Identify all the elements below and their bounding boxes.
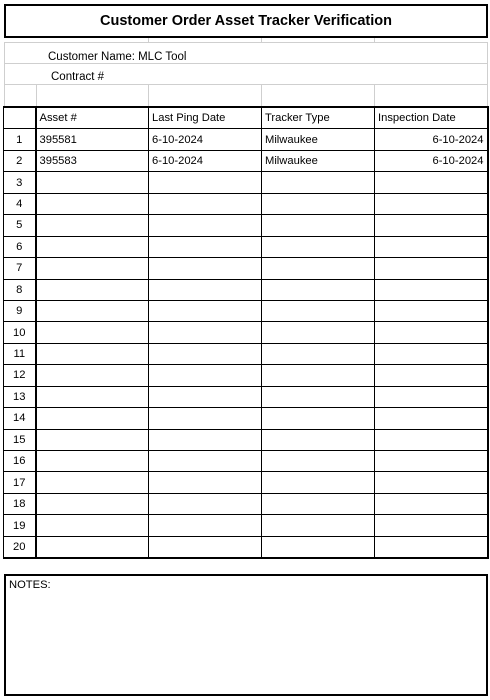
cell-last_ping[interactable] <box>149 343 262 364</box>
row-number: 2 <box>4 150 36 171</box>
table-row <box>4 172 488 193</box>
cell-tracker[interactable] <box>262 386 375 407</box>
cell-asset[interactable] <box>36 515 149 536</box>
table-row <box>4 365 488 386</box>
cell-tracker[interactable] <box>262 451 375 472</box>
cell-tracker[interactable] <box>262 236 375 257</box>
row-number: 14 <box>4 408 36 429</box>
gridline <box>261 38 262 43</box>
table-row <box>4 300 488 321</box>
table-row <box>4 193 488 214</box>
row-number: 7 <box>4 258 36 279</box>
row-number: 17 <box>4 472 36 493</box>
row-number: 3 <box>4 172 36 193</box>
customer-name: Customer Name: MLC Tool <box>48 51 187 63</box>
cell-last_ping[interactable] <box>149 258 262 279</box>
cell-inspection[interactable] <box>375 365 488 386</box>
cell-tracker[interactable] <box>262 365 375 386</box>
row-number: 10 <box>4 322 36 343</box>
cell-inspection[interactable] <box>375 279 488 300</box>
table-row <box>4 279 488 300</box>
cell-tracker[interactable] <box>262 472 375 493</box>
title-box <box>4 4 488 38</box>
cell-tracker[interactable] <box>262 429 375 450</box>
cell-asset[interactable]: 395581 <box>36 129 149 150</box>
cell-inspection[interactable] <box>375 258 488 279</box>
row-number: 5 <box>4 215 36 236</box>
cell-last_ping[interactable]: 6-10-2024 <box>149 129 262 150</box>
table-row <box>4 515 488 536</box>
cell-asset[interactable]: 395583 <box>36 150 149 171</box>
table-row <box>4 408 488 429</box>
row-number: 9 <box>4 300 36 321</box>
table-row <box>4 215 488 236</box>
gridline <box>4 84 488 85</box>
cell-inspection[interactable] <box>375 493 488 514</box>
cell-asset[interactable] <box>36 408 149 429</box>
cell-last_ping[interactable] <box>149 193 262 214</box>
table-row <box>4 236 488 257</box>
cell-tracker[interactable] <box>262 215 375 236</box>
table-row <box>4 258 488 279</box>
cell-asset[interactable] <box>36 279 149 300</box>
cell-asset[interactable] <box>36 322 149 343</box>
cell-asset[interactable] <box>36 472 149 493</box>
row-number: 8 <box>4 279 36 300</box>
cell-last_ping[interactable] <box>149 493 262 514</box>
gridline <box>374 84 375 106</box>
cell-tracker[interactable] <box>262 322 375 343</box>
cell-asset[interactable] <box>36 300 149 321</box>
table-row <box>4 150 488 171</box>
cell-asset[interactable] <box>36 365 149 386</box>
cell-tracker[interactable] <box>262 172 375 193</box>
cell-asset[interactable] <box>36 172 149 193</box>
cell-inspection[interactable]: 6-10-2024 <box>375 150 488 171</box>
cell-inspection[interactable] <box>375 236 488 257</box>
table-row <box>4 451 488 472</box>
cell-last_ping[interactable] <box>149 451 262 472</box>
row-number: 13 <box>4 386 36 407</box>
row-number: 6 <box>4 236 36 257</box>
gridline <box>148 38 149 43</box>
row-number: 12 <box>4 365 36 386</box>
cell-tracker[interactable] <box>262 493 375 514</box>
cell-inspection[interactable] <box>375 536 488 558</box>
cell-asset[interactable] <box>36 343 149 364</box>
gridline <box>4 42 5 106</box>
cell-asset[interactable] <box>36 193 149 214</box>
cell-asset[interactable] <box>36 215 149 236</box>
cell-last_ping[interactable] <box>149 215 262 236</box>
cell-last_ping[interactable] <box>149 536 262 558</box>
cell-asset[interactable] <box>36 258 149 279</box>
cell-last_ping[interactable] <box>149 365 262 386</box>
table-row <box>4 493 488 514</box>
row-number: 1 <box>4 129 36 150</box>
cell-asset[interactable] <box>36 536 149 558</box>
cell-last_ping[interactable] <box>149 515 262 536</box>
row-number: 16 <box>4 451 36 472</box>
header-tracker-type: Tracker Type <box>262 107 375 129</box>
table-row <box>4 472 488 493</box>
asset-table <box>3 106 489 559</box>
page-title: Customer Order Asset Tracker Verification <box>100 13 392 29</box>
cell-tracker[interactable] <box>262 300 375 321</box>
cell-last_ping[interactable] <box>149 429 262 450</box>
cell-inspection[interactable] <box>375 193 488 214</box>
table-row <box>4 386 488 407</box>
cell-asset[interactable] <box>36 236 149 257</box>
cell-tracker[interactable] <box>262 408 375 429</box>
table-row <box>4 343 488 364</box>
notes-label: NOTES: <box>9 579 51 591</box>
cell-tracker[interactable] <box>262 536 375 558</box>
cell-inspection[interactable] <box>375 172 488 193</box>
cell-last_ping[interactable] <box>149 386 262 407</box>
cell-inspection[interactable] <box>375 343 488 364</box>
cell-inspection[interactable] <box>375 429 488 450</box>
cell-last_ping[interactable] <box>149 279 262 300</box>
cell-tracker[interactable]: Milwaukee <box>262 150 375 171</box>
gridline <box>487 42 488 106</box>
cell-last_ping[interactable] <box>149 322 262 343</box>
cell-inspection[interactable] <box>375 451 488 472</box>
row-number: 11 <box>4 343 36 364</box>
cell-tracker[interactable] <box>262 193 375 214</box>
row-number: 19 <box>4 515 36 536</box>
gridline <box>148 84 149 106</box>
cell-tracker[interactable] <box>262 515 375 536</box>
cell-inspection[interactable] <box>375 386 488 407</box>
cell-inspection[interactable] <box>375 408 488 429</box>
cell-tracker[interactable] <box>262 258 375 279</box>
cell-inspection[interactable] <box>375 215 488 236</box>
cell-asset[interactable] <box>36 451 149 472</box>
row-number: 4 <box>4 193 36 214</box>
gridline <box>36 84 37 106</box>
cell-inspection[interactable] <box>375 300 488 321</box>
row-number: 15 <box>4 429 36 450</box>
table-row <box>4 322 488 343</box>
cell-inspection[interactable] <box>375 472 488 493</box>
table-row <box>4 129 488 150</box>
cell-tracker[interactable]: Milwaukee <box>262 129 375 150</box>
contract-number: Contract # <box>51 71 105 83</box>
row-number: 20 <box>4 536 36 558</box>
gridline <box>4 63 488 64</box>
cell-tracker[interactable] <box>262 343 375 364</box>
row-number: 18 <box>4 493 36 514</box>
gridline <box>261 84 262 106</box>
cell-inspection[interactable] <box>375 322 488 343</box>
cell-last_ping[interactable] <box>149 236 262 257</box>
cell-asset[interactable] <box>36 429 149 450</box>
header-last-ping-date: Last Ping Date <box>149 107 262 129</box>
cell-asset[interactable] <box>36 493 149 514</box>
cell-inspection[interactable] <box>375 515 488 536</box>
cell-last_ping[interactable] <box>149 408 262 429</box>
cell-inspection[interactable]: 6-10-2024 <box>375 129 488 150</box>
notes-box[interactable] <box>4 574 488 696</box>
table-row <box>4 536 488 558</box>
table-row <box>4 429 488 450</box>
cell-last_ping[interactable] <box>149 472 262 493</box>
gridline <box>4 42 488 43</box>
cell-last_ping[interactable] <box>149 300 262 321</box>
cell-last_ping[interactable]: 6-10-2024 <box>149 150 262 171</box>
gridline <box>374 38 375 43</box>
cell-last_ping[interactable] <box>149 172 262 193</box>
header-inspection-date: Inspection Date <box>375 107 488 129</box>
cell-tracker[interactable] <box>262 279 375 300</box>
header-asset-number: Asset # <box>36 107 149 129</box>
table-header-row <box>4 107 488 129</box>
header-cell-row-number <box>4 107 36 129</box>
cell-asset[interactable] <box>36 386 149 407</box>
